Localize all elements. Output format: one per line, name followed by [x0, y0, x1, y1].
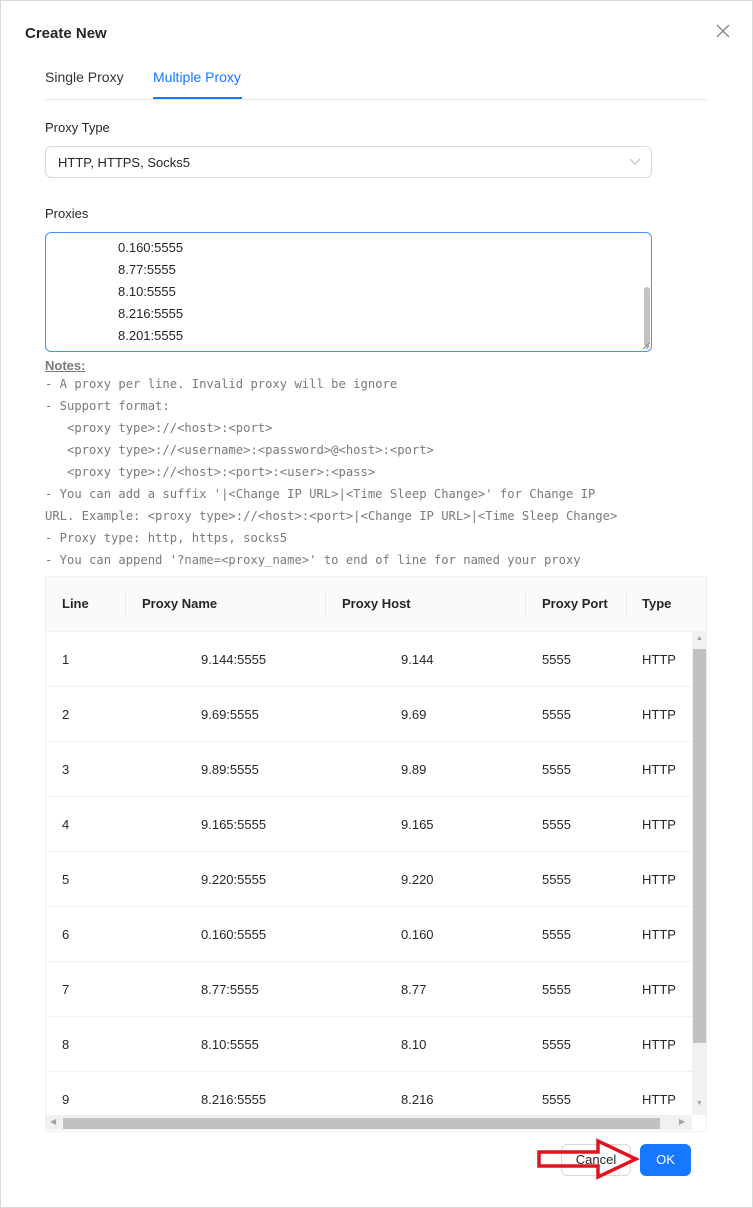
- dialog-title: Create New: [25, 25, 107, 42]
- cell-type: HTTP: [642, 1092, 676, 1107]
- vertical-scroll-thumb[interactable]: [693, 649, 706, 1043]
- scroll-up-icon[interactable]: ▲: [696, 635, 703, 642]
- cell-proxy-port: 5555: [542, 817, 571, 832]
- cell-line: 2: [62, 707, 70, 722]
- textarea-scrollbar[interactable]: [644, 287, 650, 347]
- cancel-button[interactable]: Cancel: [561, 1144, 631, 1176]
- cell-line: 3: [62, 762, 70, 777]
- note-line: - A proxy per line. Invalid proxy will be ignore: [45, 377, 398, 391]
- cell-proxy-host: 9.89: [401, 762, 427, 777]
- note-line: - Support format:: [45, 399, 170, 413]
- tab-single-proxy[interactable]: Single Proxy: [45, 69, 124, 85]
- table-row[interactable]: [46, 962, 692, 1017]
- cell-type: HTTP: [642, 927, 676, 942]
- note-line: <proxy type>://<host>:<port>:<user>:<pass>: [45, 465, 376, 479]
- column-divider: [125, 593, 126, 615]
- cell-proxy-name: 9.69:5555: [201, 707, 259, 722]
- proxy-line: 8.201:5555: [118, 328, 184, 343]
- cell-proxy-name: 9.165:5555: [201, 817, 267, 832]
- column-header-proxy-port[interactable]: Proxy Port: [542, 596, 608, 611]
- cell-proxy-port: 5555: [542, 927, 571, 942]
- cell-type: HTTP: [642, 872, 676, 887]
- cell-proxy-host: 0.160: [401, 927, 434, 942]
- cell-proxy-host: 9.165: [401, 817, 434, 832]
- chevron-down-icon: [629, 157, 641, 167]
- note-line: <proxy type>://<host>:<port>: [45, 421, 273, 435]
- cell-line: 4: [62, 817, 70, 832]
- cell-type: HTTP: [642, 982, 676, 997]
- active-tab-indicator: [153, 97, 242, 99]
- cell-proxy-port: 5555: [542, 1092, 571, 1107]
- proxy-type-label: Proxy Type: [45, 120, 110, 135]
- proxy-line: 8.77:5555: [118, 262, 176, 277]
- notes-title: Notes:: [45, 358, 86, 373]
- table-row[interactable]: [46, 797, 692, 852]
- note-line: - You can add a suffix '|<Change IP URL>|<Time Sleep Change>' for Change IP: [45, 487, 596, 501]
- cell-proxy-host: 9.144: [401, 652, 434, 667]
- cell-proxy-host: 9.69: [401, 707, 427, 722]
- ok-button[interactable]: OK: [640, 1144, 691, 1176]
- cell-proxy-name: 8.216:5555: [201, 1092, 267, 1107]
- cell-proxy-name: 8.10:5555: [201, 1037, 259, 1052]
- cell-line: 8: [62, 1037, 70, 1052]
- cell-proxy-port: 5555: [542, 652, 571, 667]
- column-header-proxy-name[interactable]: Proxy Name: [142, 596, 218, 611]
- proxy-line: 0.160:5555: [118, 240, 184, 255]
- cell-line: 7: [62, 982, 70, 997]
- resize-grip-icon[interactable]: [642, 342, 650, 350]
- cell-type: HTTP: [642, 762, 676, 777]
- cell-proxy-host: 8.10: [401, 1037, 427, 1052]
- column-header-line[interactable]: Line: [62, 596, 89, 611]
- note-line: URL. Example: <proxy type>://<host>:<port>|<Change IP URL>|<Time Sleep Change>: [45, 509, 618, 523]
- column-divider: [525, 593, 526, 615]
- table-row[interactable]: [46, 742, 692, 797]
- column-divider: [626, 593, 627, 615]
- cell-proxy-port: 5555: [542, 762, 571, 777]
- column-header-proxy-host[interactable]: Proxy Host: [342, 596, 411, 611]
- proxy-table: [45, 576, 707, 1132]
- cell-proxy-port: 5555: [542, 1037, 571, 1052]
- annotation-arrow-icon: [536, 1137, 641, 1181]
- note-line: - Proxy type: http, https, socks5: [45, 531, 288, 545]
- column-divider: [325, 593, 326, 615]
- cell-type: HTTP: [642, 817, 676, 832]
- cell-proxy-name: 0.160:5555: [201, 927, 267, 942]
- cell-proxy-name: 9.144:5555: [201, 652, 267, 667]
- table-row[interactable]: [46, 687, 692, 742]
- table-row[interactable]: [46, 907, 692, 962]
- cell-proxy-name: 9.220:5555: [201, 872, 267, 887]
- cell-line: 6: [62, 927, 70, 942]
- cell-proxy-port: 5555: [542, 707, 571, 722]
- proxies-label: Proxies: [45, 206, 89, 221]
- table-header: [46, 577, 707, 632]
- horizontal-scroll-thumb[interactable]: [63, 1118, 660, 1129]
- proxy-type-value: HTTP, HTTPS, Socks5: [58, 155, 190, 170]
- scroll-down-icon[interactable]: ▼: [696, 1100, 703, 1107]
- proxies-textarea[interactable]: [45, 232, 652, 352]
- proxy-line: 8.10:5555: [118, 284, 176, 299]
- proxy-type-select[interactable]: [45, 146, 652, 178]
- scroll-right-icon[interactable]: ▶: [679, 1117, 686, 1126]
- cell-line: 1: [62, 652, 70, 667]
- cell-proxy-name: 8.77:5555: [201, 982, 259, 997]
- cell-proxy-host: 8.77: [401, 982, 427, 997]
- scroll-left-icon[interactable]: ◀: [50, 1117, 57, 1126]
- cell-proxy-host: 8.216: [401, 1092, 434, 1107]
- cell-proxy-port: 5555: [542, 872, 571, 887]
- cell-line: 5: [62, 872, 70, 887]
- cell-type: HTTP: [642, 652, 676, 667]
- cell-proxy-name: 9.89:5555: [201, 762, 259, 777]
- close-icon[interactable]: [713, 21, 733, 41]
- tab-bar: [45, 61, 707, 100]
- cell-line: 9: [62, 1092, 70, 1107]
- note-line: <proxy type>://<username>:<password>@<host>:<port>: [45, 443, 434, 457]
- proxy-line: 8.216:5555: [118, 306, 184, 321]
- table-row[interactable]: [46, 1017, 692, 1072]
- table-row[interactable]: [46, 632, 692, 687]
- cell-type: HTTP: [642, 707, 676, 722]
- table-row[interactable]: [46, 852, 692, 907]
- note-line: - You can append '?name=<proxy_name>' to end of line for named your proxy: [45, 553, 581, 567]
- column-header-type[interactable]: Type: [642, 596, 672, 611]
- cell-type: HTTP: [642, 1037, 676, 1052]
- cell-proxy-port: 5555: [542, 982, 571, 997]
- tab-multiple-proxy[interactable]: Multiple Proxy: [153, 69, 241, 85]
- cell-proxy-host: 9.220: [401, 872, 434, 887]
